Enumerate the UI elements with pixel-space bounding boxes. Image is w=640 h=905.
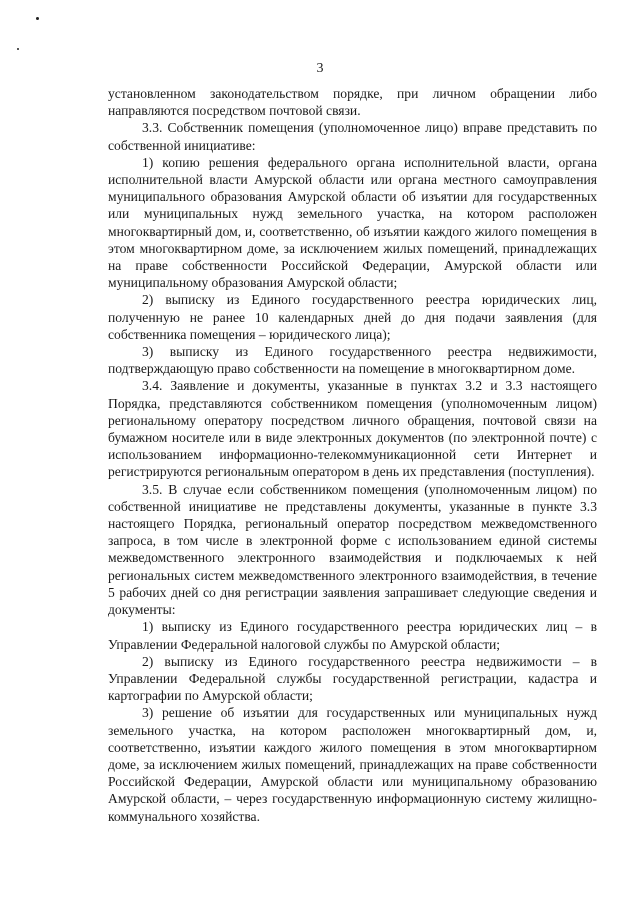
paragraph-3-4: 3.4. Заявление и документы, указанные в пунктах 3.2 и 3.3 настоящего Порядка, представляются собственником помещения (уполномоченным лицом) региональному оператору посредством личного обращения, почтовой связи на бумажном носителе или в виде электронных документов (по электронной почте) с использованием информационно-телекоммуникационной сети Интернет и регистрируются региональным оператором в день их представления (поступления). xyxy=(108,378,597,480)
page-number: 3 xyxy=(316,61,324,76)
scan-speck xyxy=(17,48,19,50)
document-body xyxy=(108,85,597,825)
list-item-3-3-3: 3) выписку из Единого государственного реестра недвижимости, подтверждающую право собственности на помещение в многоквартирном доме. xyxy=(108,344,597,377)
list-item-3-5-1: 1) выписку из Единого государственного реестра юридических лиц – в Управлении Федеральной налоговой службы по Амурской области; xyxy=(108,619,597,652)
list-item-3-5-3: 3) решение об изъятии для государственных или муниципальных нужд земельного участка, на котором расположен многоквартирный дом, и, соответственно, изъятии каждого жилого помещения в этом многоквартирном доме, за исключением жилых помещений, принадлежащих на праве собственности Российской Федерации, Амурской области или муниципальному образованию Амурской области, – через государственную информационную систему жилищно-коммунального хозяйства. xyxy=(108,705,597,824)
list-item-3-3-1: 1) копию решения федерального органа исполнительной власти, органа исполнительной власти Амурской области или органа местного самоуправления муниципального образования Амурской области об изъятии для государственных или муниципальных нужд земельного участка, на котором расположен многоквартирный дом, и, соответственно, об изъятии каждого жилого помещения в этом многоквартирном доме, за исключением жилых помещений, принадлежащих на праве собственности Российской Федерации, Амурской области или муниципальному образования Амурской области; xyxy=(108,154,597,291)
list-item-3-5-2: 2) выписку из Единого государственного реестра недвижимости – в Управлении Федеральной службы государственной регистрации, кадастра и картографии по Амурской области; xyxy=(108,653,597,704)
paragraph-3-3: 3.3. Собственник помещения (уполномоченное лицо) вправе представить по собственной инициативе: xyxy=(108,120,597,153)
list-item-3-3-2: 2) выписку из Единого государственного реестра юридических лиц, полученную не ранее 10 календарных дней до дня подачи заявления (для собственника помещения – юридического лица); xyxy=(108,292,597,342)
paragraph-3-5: 3.5. В случае если собственником помещения (уполномоченным лицом) по собственной инициативе не представлены документы, указанные в пункте 3.3 настоящего Порядка, региональный оператор посредством межведомственного запроса, в том числе в электронной форме с использованием единой системы межведомственного электронного взаимодействия и подключаемых к ней региональных систем межведомственного электронного взаимодействия, в течение 5 рабочих дней со дня регистрации заявления запрашивает следующие сведения и документы: xyxy=(108,481,597,618)
paragraph-continuation: установленном законодательством порядке, при личном обращении либо направляются посредством почтовой связи. xyxy=(108,86,597,119)
scan-speck xyxy=(36,17,39,20)
